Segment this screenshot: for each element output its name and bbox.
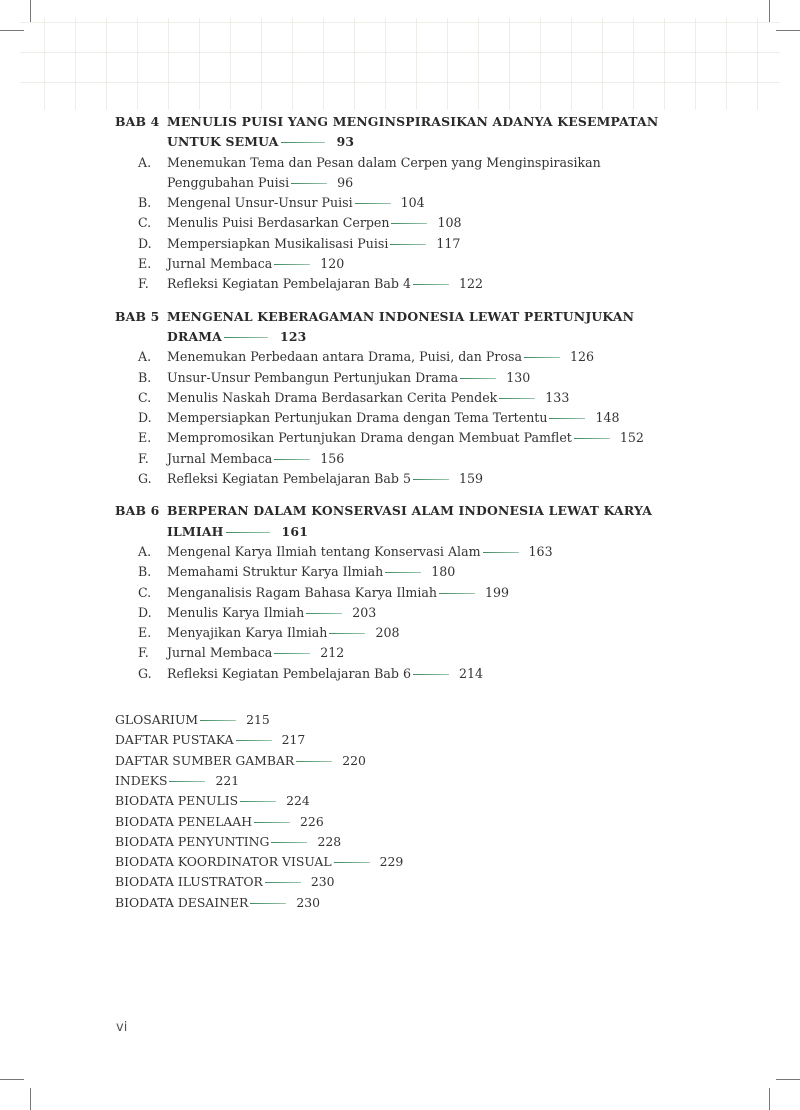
entry-letter: C.: [138, 584, 152, 600]
entry-text: Menulis Puisi Berdasarkan Cerpen: [167, 215, 390, 231]
chapter-section: [115, 307, 675, 490]
entry-letter: G.: [138, 665, 152, 681]
toc-entry[interactable]: [115, 562, 675, 582]
entry-text: Menemukan Perbedaan antara Drama, Puisi, dan Prosa: [167, 349, 522, 365]
entry-text: Jurnal Membaca: [167, 256, 273, 272]
leader-line: [226, 532, 270, 533]
entry-title: [167, 542, 553, 562]
back-matter-entry[interactable]: [115, 852, 675, 872]
chapter-number: BAB 6: [115, 503, 160, 519]
entry-page: 217: [281, 732, 306, 748]
leader-line: [460, 378, 496, 379]
toc-entry[interactable]: [115, 449, 675, 469]
entry-text: Menulis Karya Ilmiah: [167, 604, 305, 620]
header-grid-decoration: [20, 18, 780, 110]
entry-text: Unsur-Unsur Pembangun Pertunjukan Drama: [167, 369, 459, 385]
entry-letter: D.: [138, 604, 152, 620]
leader-line: [390, 244, 426, 245]
chapter-title-text: MENULIS PUISI YANG MENGINSPIRASIKAN ADANYA KESEMPATAN UNTUK SEMUA: [167, 114, 659, 150]
leader-line: [549, 418, 585, 419]
entry-page: 220: [342, 752, 366, 768]
entry-letter: A.: [138, 543, 152, 559]
leader-line: [274, 459, 310, 460]
entry-letter: C.: [138, 215, 152, 231]
entry-page: 214: [458, 665, 484, 681]
entry-page: 126: [569, 349, 594, 365]
entry-page: 230: [296, 894, 321, 910]
entry-title: [167, 583, 509, 603]
entry-text: BIODATA DESAINER: [115, 894, 249, 910]
entry-text: DAFTAR SUMBER GAMBAR: [115, 752, 295, 768]
entry-page: 159: [458, 471, 484, 487]
leader-line: [254, 822, 290, 823]
entry-title: [167, 408, 620, 428]
entry-letter: E.: [138, 625, 152, 641]
entry-page: 228: [317, 833, 342, 849]
chapter-page: 123: [280, 328, 307, 344]
chapter-title-text: MENGENAL KEBERAGAMAN INDONESIA LEWAT PERTUNJUKAN DRAMA: [167, 308, 635, 344]
leader-line: [329, 633, 365, 634]
back-matter-entry[interactable]: [115, 812, 675, 832]
toc-entry[interactable]: [115, 153, 675, 194]
chapter-section: [115, 501, 675, 684]
page-number: vi: [116, 1020, 128, 1035]
leader-line: [499, 398, 535, 399]
toc-entry[interactable]: [115, 469, 675, 489]
toc-entry[interactable]: [115, 603, 675, 623]
entry-page: 120: [320, 256, 345, 272]
toc-entry[interactable]: [115, 213, 675, 233]
entry-page: 199: [484, 584, 510, 600]
chapter-heading[interactable]: [115, 501, 675, 542]
crop-mark: [776, 1079, 800, 1080]
chapter-title: [167, 501, 675, 542]
entry-page: 229: [379, 854, 404, 870]
toc-entry[interactable]: [115, 234, 675, 254]
toc-entry[interactable]: [115, 623, 675, 643]
entry-letter: F.: [138, 450, 149, 466]
toc-entry[interactable]: [115, 368, 675, 388]
entry-page: 224: [286, 793, 310, 809]
entry-page: 152: [619, 430, 644, 446]
entry-page: 117: [436, 235, 461, 251]
chapter-page: 161: [281, 523, 309, 539]
leader-line: [265, 882, 301, 883]
entry-page: 130: [506, 369, 531, 385]
leader-line: [439, 593, 475, 594]
entry-letter: A.: [138, 154, 152, 170]
entry-page: 203: [352, 604, 377, 620]
entry-letter: D.: [138, 410, 152, 426]
entry-letter: E.: [138, 256, 152, 272]
entry-text: Mengenal Unsur-Unsur Puisi: [167, 195, 353, 211]
leader-line: [240, 801, 276, 802]
entry-letter: E.: [138, 430, 152, 446]
back-matter-entry[interactable]: [115, 832, 675, 852]
entry-text: Mempersiapkan Musikalisasi Puisi: [167, 235, 389, 251]
crop-mark: [769, 1088, 770, 1110]
chapter-number: BAB 5: [115, 308, 160, 324]
entry-page: 133: [545, 389, 570, 405]
leader-line: [574, 438, 610, 439]
leader-line: [483, 552, 519, 553]
crop-mark: [0, 1079, 24, 1080]
leader-line: [355, 203, 391, 204]
entry-text: BIODATA ILUSTRATOR: [115, 874, 263, 890]
entry-text: INDEKS: [115, 772, 168, 788]
entry-text: Mempersiapkan Pertunjukan Drama dengan Tema Tertentu: [167, 410, 548, 426]
entry-title: [167, 428, 644, 448]
leader-line: [200, 720, 236, 721]
leader-line: [413, 284, 449, 285]
entry-text: Mengenal Karya Ilmiah tentang Konservasi Alam: [167, 543, 481, 559]
toc-entry[interactable]: [115, 274, 675, 294]
toc-entry[interactable]: [115, 347, 675, 367]
entry-text: Jurnal Membaca: [167, 645, 273, 661]
leader-line: [391, 223, 427, 224]
entry-title: [167, 153, 675, 194]
entry-text: BIODATA PENULIS: [115, 793, 239, 809]
entry-title: [167, 664, 483, 684]
toc-entry[interactable]: [115, 428, 675, 448]
toc-entry[interactable]: [115, 664, 675, 684]
leader-line: [250, 903, 286, 904]
entry-page: 108: [437, 215, 462, 231]
chapter-page: 93: [336, 134, 355, 150]
leader-line: [413, 479, 449, 480]
entry-page: 96: [337, 174, 354, 190]
entry-text: Menyajikan Karya Ilmiah: [167, 625, 328, 641]
entry-page: 163: [528, 543, 553, 559]
crop-mark: [30, 1088, 31, 1110]
chapter-number: BAB 4: [115, 114, 160, 129]
table-of-contents: [115, 112, 675, 913]
toc-entry[interactable]: [115, 388, 675, 408]
back-matter-entry[interactable]: [115, 751, 675, 771]
entry-title: [167, 388, 569, 408]
back-matter-entry[interactable]: [115, 710, 675, 730]
entry-page: 221: [215, 772, 240, 788]
toc-entry[interactable]: [115, 193, 675, 213]
entry-title: [167, 469, 483, 489]
entry-letter: G.: [138, 471, 152, 487]
chapter-heading[interactable]: [115, 112, 675, 153]
entry-page: 156: [320, 450, 345, 466]
entry-text: BIODATA PENELAAH: [115, 813, 253, 829]
entry-page: 226: [300, 813, 324, 829]
entry-page: 215: [246, 712, 270, 728]
entry-letter: B.: [138, 195, 152, 211]
entry-text: DAFTAR PUSTAKA: [115, 732, 234, 748]
entry-text: Menganalisis Ragam Bahasa Karya Ilmiah: [167, 584, 437, 600]
entry-page: 212: [320, 645, 345, 661]
leader-line: [281, 142, 325, 143]
entry-text: Mempromosikan Pertunjukan Drama dengan Membuat Pamflet: [167, 430, 572, 446]
back-matter-list: [115, 710, 675, 913]
leader-line: [296, 761, 332, 762]
leader-line: [291, 183, 327, 184]
entry-title: [167, 623, 399, 643]
entry-letter: F.: [138, 276, 149, 292]
entry-title: [167, 562, 455, 582]
leader-line: [169, 781, 205, 782]
toc-entry[interactable]: [115, 643, 675, 663]
leader-line: [306, 613, 342, 614]
toc-entry[interactable]: [115, 583, 675, 603]
entry-page: 104: [400, 195, 425, 211]
back-matter-entry[interactable]: [115, 791, 675, 811]
back-matter-entry[interactable]: [115, 872, 675, 892]
entry-text: Memahami Struktur Karya Ilmiah: [167, 564, 384, 580]
entry-letter: C.: [138, 389, 152, 405]
chapter-title: [167, 307, 675, 348]
leader-line: [524, 357, 560, 358]
entry-letter: F.: [138, 645, 149, 661]
leader-line: [334, 862, 370, 863]
entry-text: Menemukan Tema dan Pesan dalam Cerpen yang Menginspirasikan Penggubahan Puisi: [167, 154, 601, 190]
entry-title: [167, 347, 594, 367]
entry-letter: D.: [138, 235, 152, 251]
toc-entry[interactable]: [115, 408, 675, 428]
entry-title: [167, 603, 376, 623]
leader-line: [271, 842, 307, 843]
entry-text: Menulis Naskah Drama Berdasarkan Cerita Pendek: [167, 389, 498, 405]
chapter-heading[interactable]: [115, 307, 675, 348]
entry-letter: A.: [138, 349, 152, 365]
back-matter-entry[interactable]: [115, 893, 675, 913]
entry-title: [167, 274, 483, 294]
entry-title: [167, 643, 344, 663]
entry-text: Jurnal Membaca: [167, 450, 273, 466]
chapter-title-text: BERPERAN DALAM KONSERVASI ALAM INDONESIA LEWAT KARYA ILMIAH: [167, 503, 653, 539]
entry-letter: B.: [138, 564, 152, 580]
entry-text: GLOSARIUM: [115, 712, 199, 728]
entry-text: Refleksi Kegiatan Pembelajaran Bab 6: [167, 665, 411, 681]
back-matter-entry[interactable]: [115, 730, 675, 750]
entry-title: [167, 193, 425, 213]
entry-title: [167, 213, 462, 233]
entry-page: 122: [458, 276, 484, 292]
leader-line: [236, 740, 272, 741]
leader-line: [385, 572, 421, 573]
leader-line: [274, 653, 310, 654]
entry-title: [167, 368, 530, 388]
entry-text: Refleksi Kegiatan Pembelajaran Bab 5: [167, 471, 411, 487]
entry-title: [167, 449, 344, 469]
entry-title: [167, 254, 344, 274]
entry-page: 208: [375, 625, 400, 641]
chapter-section: [115, 112, 675, 295]
back-matter-entry[interactable]: [115, 771, 675, 791]
entry-page: 230: [310, 874, 335, 890]
entry-title: [167, 234, 460, 254]
toc-entry[interactable]: [115, 254, 675, 274]
chapter-title: [167, 112, 675, 153]
entry-page: 180: [431, 564, 456, 580]
entry-text: Refleksi Kegiatan Pembelajaran Bab 4: [167, 276, 411, 292]
leader-line: [224, 337, 268, 338]
entry-text: BIODATA KOORDINATOR VISUAL: [115, 854, 332, 870]
entry-text: BIODATA PENYUNTING: [115, 833, 270, 849]
toc-entry[interactable]: [115, 542, 675, 562]
entry-letter: B.: [138, 369, 152, 385]
leader-line: [413, 674, 449, 675]
entry-page: 148: [595, 410, 620, 426]
leader-line: [274, 264, 310, 265]
